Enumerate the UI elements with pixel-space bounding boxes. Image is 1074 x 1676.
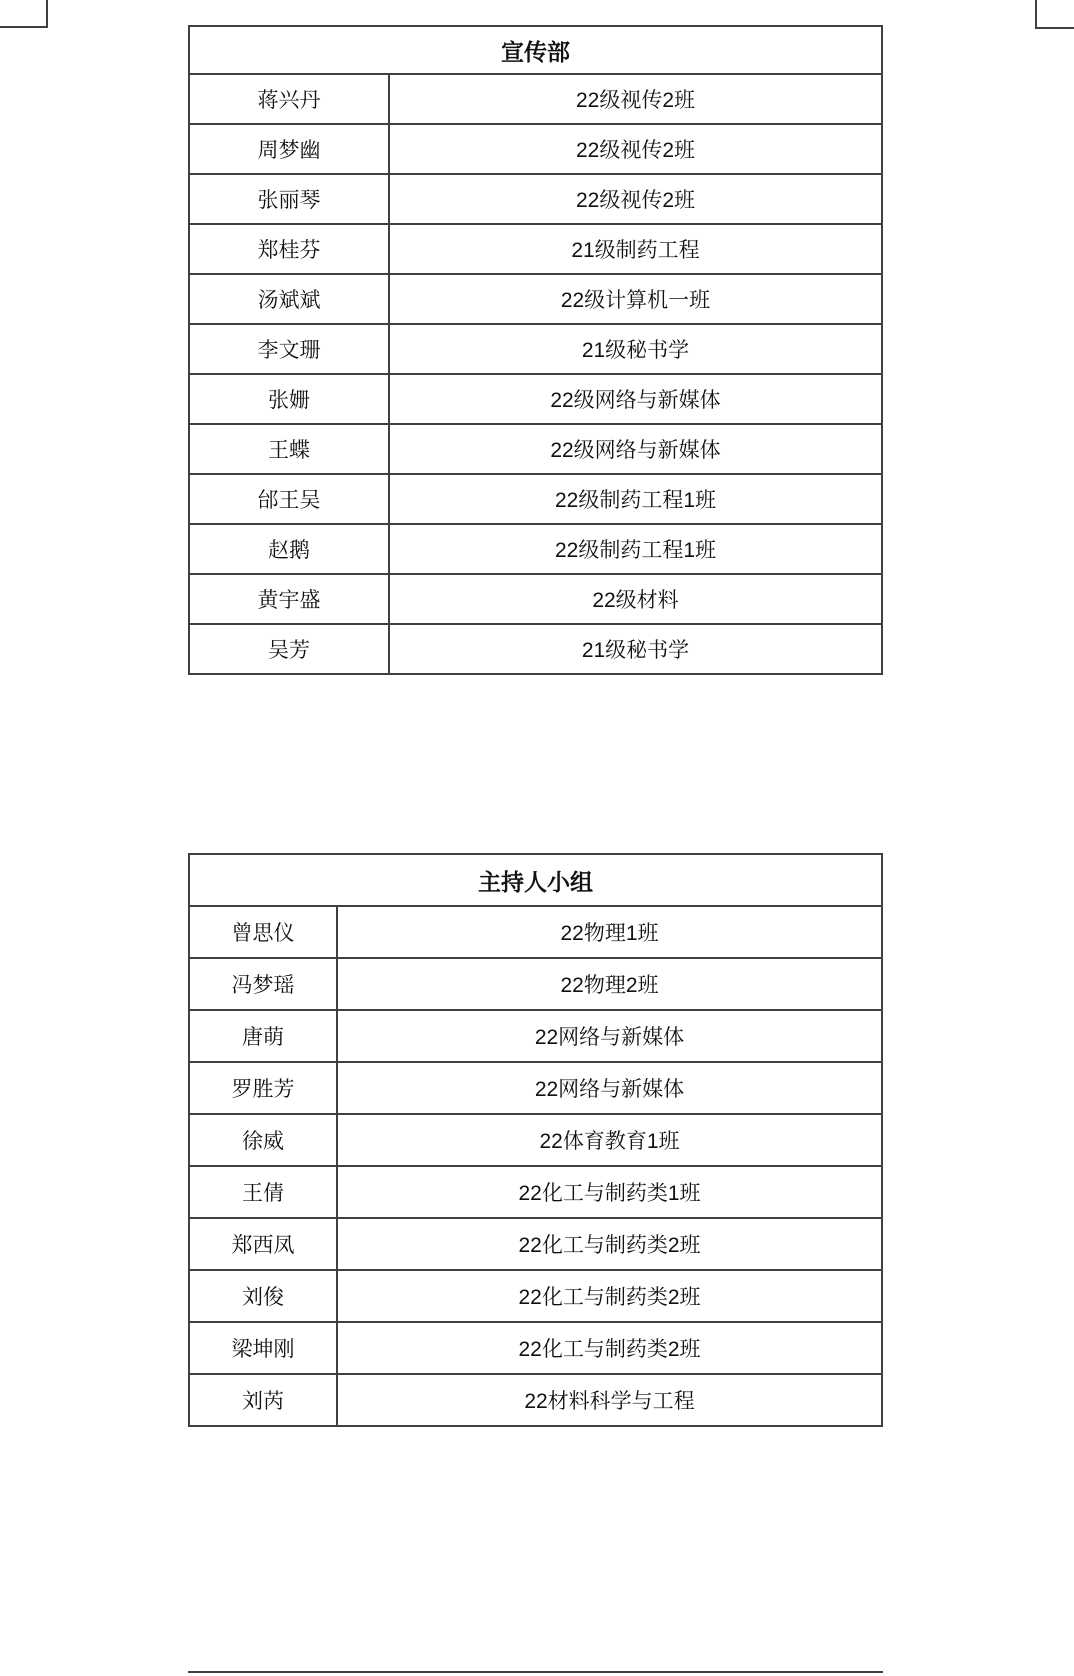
member-name-cell: 徐威 [189,1114,337,1166]
member-name-cell: 黄宇盛 [189,574,389,624]
table-row [189,1322,882,1374]
member-name-cell: 刘芮 [189,1374,337,1426]
member-class-cell: 22化工与制药类2班 [337,1218,882,1270]
member-class-cell: 22物理1班 [337,906,882,958]
table-row [189,374,882,424]
member-class-cell: 21级秘书学 [389,324,882,374]
member-name-cell: 赵鹅 [189,524,389,574]
table-header-row [189,26,882,74]
table-row [189,1374,882,1426]
table-row [189,124,882,174]
table-propaganda-department [188,25,883,675]
member-name-cell: 王倩 [189,1166,337,1218]
member-class-cell: 22级网络与新媒体 [389,424,882,474]
table-row [189,1010,882,1062]
member-name-cell: 刘俊 [189,1270,337,1322]
table-row [189,1114,882,1166]
table-header-row [189,854,882,906]
member-class-cell: 22网络与新媒体 [337,1062,882,1114]
member-class-cell: 22级视传2班 [389,174,882,224]
table-row [189,74,882,124]
member-class-cell: 22化工与制药类2班 [337,1322,882,1374]
member-class-cell: 22网络与新媒体 [337,1010,882,1062]
member-name-cell: 周梦幽 [189,124,389,174]
member-name-cell: 郑西凤 [189,1218,337,1270]
member-name-cell: 梁坤刚 [189,1322,337,1374]
table-row [189,574,882,624]
member-class-cell: 22材料科学与工程 [337,1374,882,1426]
member-class-cell: 22级视传2班 [389,74,882,124]
cropped-table-fragment-top-right [1035,0,1074,29]
member-name-cell: 汤斌斌 [189,274,389,324]
table-title: 宣传部 [189,26,882,74]
member-class-cell: 22体育教育1班 [337,1114,882,1166]
table-row [189,1062,882,1114]
member-name-cell: 王蝶 [189,424,389,474]
member-class-cell: 22级计算机一班 [389,274,882,324]
member-class-cell: 22级制药工程1班 [389,524,882,574]
table-row [189,524,882,574]
member-class-cell: 21级秘书学 [389,624,882,674]
member-name-cell: 李文珊 [189,324,389,374]
member-name-cell: 曾思仪 [189,906,337,958]
table-host-group [188,853,883,1427]
table-row [189,174,882,224]
table-row [189,1218,882,1270]
table-row [189,1270,882,1322]
table-row [189,624,882,674]
table-title: 主持人小组 [189,854,882,906]
member-class-cell: 22级网络与新媒体 [389,374,882,424]
member-name-cell: 唐萌 [189,1010,337,1062]
table-row [189,324,882,374]
member-name-cell: 罗胜芳 [189,1062,337,1114]
table-row [189,1166,882,1218]
table-row [189,958,882,1010]
member-class-cell: 22级视传2班 [389,124,882,174]
member-class-cell: 22级材料 [389,574,882,624]
member-class-cell: 22化工与制药类2班 [337,1270,882,1322]
cropped-table-fragment-top-left [0,0,48,28]
member-class-cell: 22物理2班 [337,958,882,1010]
cropped-table-fragment-bottom [188,1671,883,1676]
member-name-cell: 郑桂芬 [189,224,389,274]
member-class-cell: 22级制药工程1班 [389,474,882,524]
member-name-cell: 蒋兴丹 [189,74,389,124]
table-row [189,274,882,324]
table-row [189,906,882,958]
table-row [189,224,882,274]
member-name-cell: 冯梦瑶 [189,958,337,1010]
table-row [189,424,882,474]
member-name-cell: 张丽琴 [189,174,389,224]
member-class-cell: 21级制药工程 [389,224,882,274]
member-name-cell: 张姗 [189,374,389,424]
member-name-cell: 吴芳 [189,624,389,674]
table-row [189,474,882,524]
member-class-cell: 22化工与制药类1班 [337,1166,882,1218]
member-name-cell: 邰王吴 [189,474,389,524]
